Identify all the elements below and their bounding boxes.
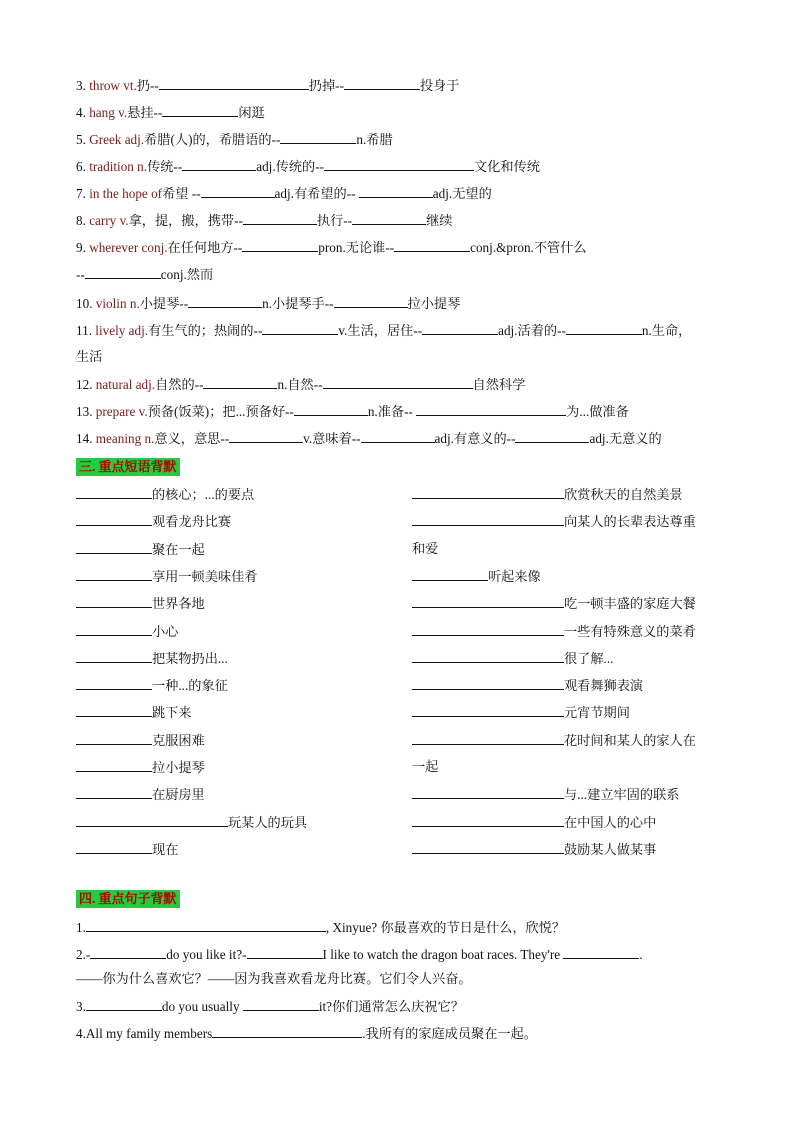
answer-blank[interactable]	[280, 130, 356, 144]
line-text: 吃一顿丰盛的家庭大餐	[564, 596, 696, 612]
answer-blank[interactable]	[86, 997, 162, 1011]
phrase-left	[76, 622, 178, 641]
answer-blank[interactable]	[76, 512, 152, 526]
phrase-left	[76, 512, 231, 531]
line-text: 小心	[152, 623, 179, 639]
line-text: n.生命，	[641, 323, 692, 338]
phrase-right	[412, 785, 679, 804]
vocab-meaning: 自然的--	[155, 377, 204, 392]
phrase-right	[412, 676, 643, 695]
vocab-meaning: 希望 --	[162, 186, 201, 201]
item-number: 14.	[76, 431, 96, 446]
line-text: .	[639, 947, 643, 962]
line-text: 在中国人的心中	[564, 814, 657, 830]
phrase-left	[76, 758, 205, 777]
line-text: 聚在一起	[152, 541, 205, 557]
answer-blank[interactable]	[76, 622, 152, 636]
line-text: 玩某人的玩具	[228, 814, 308, 830]
item-number: 5.	[76, 132, 90, 147]
item-number: 11.	[76, 323, 96, 338]
phrase-right	[412, 703, 630, 722]
line-text: 克服困难	[152, 732, 205, 748]
vocab-meaning: 扔--	[136, 78, 159, 93]
vocab-word: prepare v.	[95, 404, 148, 419]
phrase-left	[76, 813, 307, 832]
line-text: 一些有特殊意义的菜肴	[564, 623, 696, 639]
answer-blank[interactable]	[182, 157, 256, 171]
line-text: 向某人的长辈表达尊重	[564, 514, 696, 530]
phrase-left	[76, 649, 228, 668]
line-text: adj.活着的--	[498, 323, 566, 338]
line-text: n.小提琴手--	[262, 296, 334, 311]
answer-blank[interactable]	[76, 731, 152, 745]
answer-blank[interactable]	[394, 238, 470, 252]
sentence-line	[76, 997, 464, 1016]
line-text: 观看舞狮表演	[564, 678, 644, 694]
answer-blank[interactable]	[212, 1024, 362, 1038]
answer-blank[interactable]	[262, 321, 338, 335]
vocab-meaning: 有生气的；热闹的--	[148, 323, 263, 338]
vocab-meaning: 意义，意思--	[154, 431, 230, 446]
phrase-left	[76, 785, 205, 804]
line-text: 扔掉--	[308, 78, 344, 93]
phrase-right	[412, 540, 438, 558]
answer-blank[interactable]	[563, 945, 639, 959]
answer-blank[interactable]	[243, 211, 317, 225]
line-text: adj.无意义的	[589, 431, 662, 446]
line-text: 花时间和某人的家人在	[564, 732, 696, 748]
answer-blank[interactable]	[361, 429, 435, 443]
vocab-word: violin n.	[95, 296, 140, 311]
phrase-left	[76, 676, 228, 695]
phrase-right	[412, 758, 438, 776]
item-number: 6.	[76, 159, 90, 174]
line-text: 1.	[76, 920, 86, 935]
line-text: 文化和传统	[474, 159, 540, 174]
vocab-word: carry v.	[89, 213, 129, 228]
answer-blank[interactable]	[76, 540, 152, 554]
vocab-word: lively adj.	[95, 323, 149, 338]
answer-blank[interactable]	[201, 184, 275, 198]
answer-blank[interactable]	[85, 265, 161, 279]
phrase-right	[412, 649, 613, 668]
vocab-line	[76, 375, 525, 394]
answer-blank[interactable]	[162, 103, 238, 117]
answer-blank[interactable]	[412, 676, 564, 690]
line-text: 把某物扔出...	[152, 650, 228, 666]
sentence-line	[76, 918, 565, 937]
answer-blank[interactable]	[76, 840, 152, 854]
line-text: n.希腊	[356, 132, 393, 147]
answer-blank[interactable]	[416, 402, 566, 416]
answer-blank[interactable]	[76, 785, 152, 799]
answer-blank[interactable]	[515, 429, 589, 443]
line-text: 一种...的象征	[152, 678, 228, 694]
answer-blank[interactable]	[76, 676, 152, 690]
line-text: 生活	[76, 349, 103, 364]
line-text: 很了解...	[564, 650, 614, 666]
answer-blank[interactable]	[76, 813, 228, 827]
answer-blank[interactable]	[294, 402, 368, 416]
item-number: 3.	[76, 78, 90, 93]
line-text: adj.有希望的--	[274, 186, 359, 201]
answer-blank[interactable]	[412, 567, 488, 581]
vocab-word: natural adj.	[95, 377, 156, 392]
answer-blank[interactable]	[412, 813, 564, 827]
answer-blank[interactable]	[412, 622, 564, 636]
answer-blank[interactable]	[359, 184, 433, 198]
vocab-line	[76, 157, 540, 176]
vocab-meaning: 预备(饭菜)；把...预备好--	[147, 404, 294, 419]
vocab-line	[76, 76, 460, 95]
vocab-line	[76, 184, 492, 203]
answer-blank[interactable]	[247, 945, 323, 959]
phrase-left	[76, 703, 192, 722]
sentence-line	[76, 970, 472, 988]
sentence-line	[76, 1024, 537, 1043]
line-text: ——你为什么喜欢它？——因为我喜欢看龙舟比赛。它们令人兴奋。	[76, 971, 472, 986]
answer-blank[interactable]	[76, 758, 152, 772]
answer-blank[interactable]	[76, 594, 152, 608]
answer-blank[interactable]	[566, 321, 642, 335]
vocab-line	[76, 402, 629, 421]
line-text: pron.无论谁--	[318, 240, 395, 255]
phrase-right	[412, 512, 696, 531]
phrase-right	[412, 813, 656, 832]
line-text: 享用一顿美味佳肴	[152, 568, 258, 584]
vocab-word: hang v.	[89, 105, 128, 120]
sentence-line	[76, 945, 643, 964]
vocab-line	[76, 103, 265, 122]
answer-blank[interactable]	[76, 485, 152, 499]
line-text: n.准备--	[367, 404, 417, 419]
answer-blank[interactable]	[412, 649, 564, 663]
phrase-right	[412, 567, 541, 586]
vocab-word: meaning n.	[95, 431, 155, 446]
vocab-meaning: 拿，提，搬，携带--	[128, 213, 243, 228]
line-text: 投身于	[419, 78, 460, 93]
line-text: v.生活，居住--	[338, 323, 423, 338]
answer-blank[interactable]	[412, 785, 564, 799]
phrase-left	[76, 594, 205, 613]
answer-blank[interactable]	[412, 485, 564, 499]
answer-blank[interactable]	[412, 512, 564, 526]
line-text: 和爱	[412, 540, 439, 556]
vocab-word: tradition n.	[89, 159, 148, 174]
line-text: 听起来像	[488, 568, 541, 584]
line-text: , Xinyue? 你最喜欢的节日是什么，欣悦？	[325, 920, 566, 935]
phrase-left	[76, 567, 258, 586]
answer-blank[interactable]	[203, 375, 277, 389]
answer-blank[interactable]	[86, 918, 326, 932]
line-text: 4.All my family members	[76, 1026, 213, 1041]
section-header-sentences	[76, 890, 180, 908]
line-text: 2.-	[76, 947, 91, 962]
answer-blank[interactable]	[422, 321, 498, 335]
line-text: n.自然--	[277, 377, 323, 392]
answer-blank[interactable]	[188, 294, 262, 308]
vocab-word: wherever conj.	[89, 240, 168, 255]
line-text: conj.然而	[160, 267, 214, 282]
line-text: adj.有意义的--	[434, 431, 516, 446]
line-text: conj.&pron.不管什么	[470, 240, 587, 255]
item-number: 9.	[76, 240, 90, 255]
vocab-meaning: 传统--	[147, 159, 183, 174]
vocab-meaning: 希腊(人)的，希腊语的--	[144, 132, 281, 147]
vocab-line	[76, 211, 452, 230]
answer-blank[interactable]	[324, 157, 474, 171]
line-text: 为...做准备	[566, 404, 629, 419]
answer-blank[interactable]	[243, 997, 319, 1011]
answer-blank[interactable]	[76, 703, 152, 717]
item-number: 4.	[76, 105, 90, 120]
line-text: adj.无望的	[432, 186, 492, 201]
phrase-right	[412, 840, 656, 859]
answer-blank[interactable]	[344, 76, 420, 90]
answer-blank[interactable]	[242, 238, 318, 252]
line-text: I like to watch the dragon boat races. They're	[322, 947, 564, 962]
vocab-continuation	[76, 348, 102, 366]
answer-blank[interactable]	[76, 649, 152, 663]
answer-blank[interactable]	[352, 211, 426, 225]
line-text: 闲逛	[238, 105, 265, 120]
item-number: 7.	[76, 186, 90, 201]
line-text: .我所有的家庭成员聚在一起。	[362, 1026, 537, 1041]
answer-blank[interactable]	[90, 945, 166, 959]
section-title: 三. 重点短语背默	[79, 459, 177, 474]
phrase-right	[412, 485, 683, 504]
line-text: 执行--	[316, 213, 353, 228]
phrase-right	[412, 594, 696, 613]
line-text: 现在	[152, 841, 179, 857]
line-text: 观看龙舟比赛	[152, 514, 232, 530]
line-text: do you like it?-	[166, 947, 247, 962]
item-number: 10.	[76, 296, 96, 311]
line-text: adj.传统的--	[256, 159, 324, 174]
line-text: 在厨房里	[152, 787, 205, 803]
vocab-line	[76, 130, 393, 149]
vocab-line	[76, 321, 691, 340]
vocab-line	[76, 238, 587, 257]
section-title: 四. 重点句子背默	[79, 891, 177, 906]
vocab-continuation	[76, 265, 213, 284]
vocab-meaning: 悬挂--	[127, 105, 163, 120]
line-text: 与...建立牢固的联系	[564, 787, 680, 803]
item-number: 12.	[76, 377, 96, 392]
answer-blank[interactable]	[323, 375, 473, 389]
item-number: 13.	[76, 404, 96, 419]
line-text: 元宵节期间	[564, 705, 630, 721]
line-text: 拉小提琴	[407, 296, 461, 311]
vocab-word: Greek adj.	[89, 132, 145, 147]
line-text: 世界各地	[152, 596, 205, 612]
answer-blank[interactable]	[334, 294, 408, 308]
line-text: do you usually	[161, 999, 243, 1014]
line-text: v.意味着--	[303, 431, 361, 446]
vocab-meaning: 在任何地方--	[167, 240, 243, 255]
line-text: 继续	[426, 213, 453, 228]
answer-blank[interactable]	[412, 840, 564, 854]
line-text: 欣赏秋天的自然美景	[564, 487, 683, 502]
phrase-right	[412, 622, 696, 641]
answer-blank[interactable]	[412, 731, 564, 745]
line-text: --	[76, 267, 85, 282]
answer-blank[interactable]	[229, 429, 303, 443]
answer-blank[interactable]	[159, 76, 309, 90]
line-text: 拉小提琴	[152, 760, 205, 775]
vocab-line	[76, 429, 662, 448]
phrase-left	[76, 731, 205, 750]
line-text: 鼓励某人做某事	[564, 841, 657, 857]
answer-blank[interactable]	[412, 594, 564, 608]
phrase-right	[412, 731, 696, 750]
vocab-meaning: 小提琴--	[139, 296, 189, 311]
vocab-line	[76, 294, 460, 313]
item-number: 8.	[76, 213, 90, 228]
line-text: 的核心；...的要点	[152, 487, 255, 502]
phrase-left	[76, 840, 178, 859]
line-text: it?你们通常怎么庆祝它？	[318, 999, 464, 1014]
vocab-word: in the hope of	[89, 186, 163, 201]
line-text: 一起	[412, 759, 439, 774]
answer-blank[interactable]	[76, 567, 152, 581]
answer-blank[interactable]	[412, 703, 564, 717]
vocab-word: throw vt.	[89, 78, 137, 93]
section-header-phrases	[76, 458, 180, 476]
line-text: 3.	[76, 999, 86, 1014]
phrase-left	[76, 485, 254, 504]
line-text: 跳下来	[152, 705, 192, 721]
line-text: 自然科学	[472, 377, 526, 392]
phrase-left	[76, 540, 205, 559]
